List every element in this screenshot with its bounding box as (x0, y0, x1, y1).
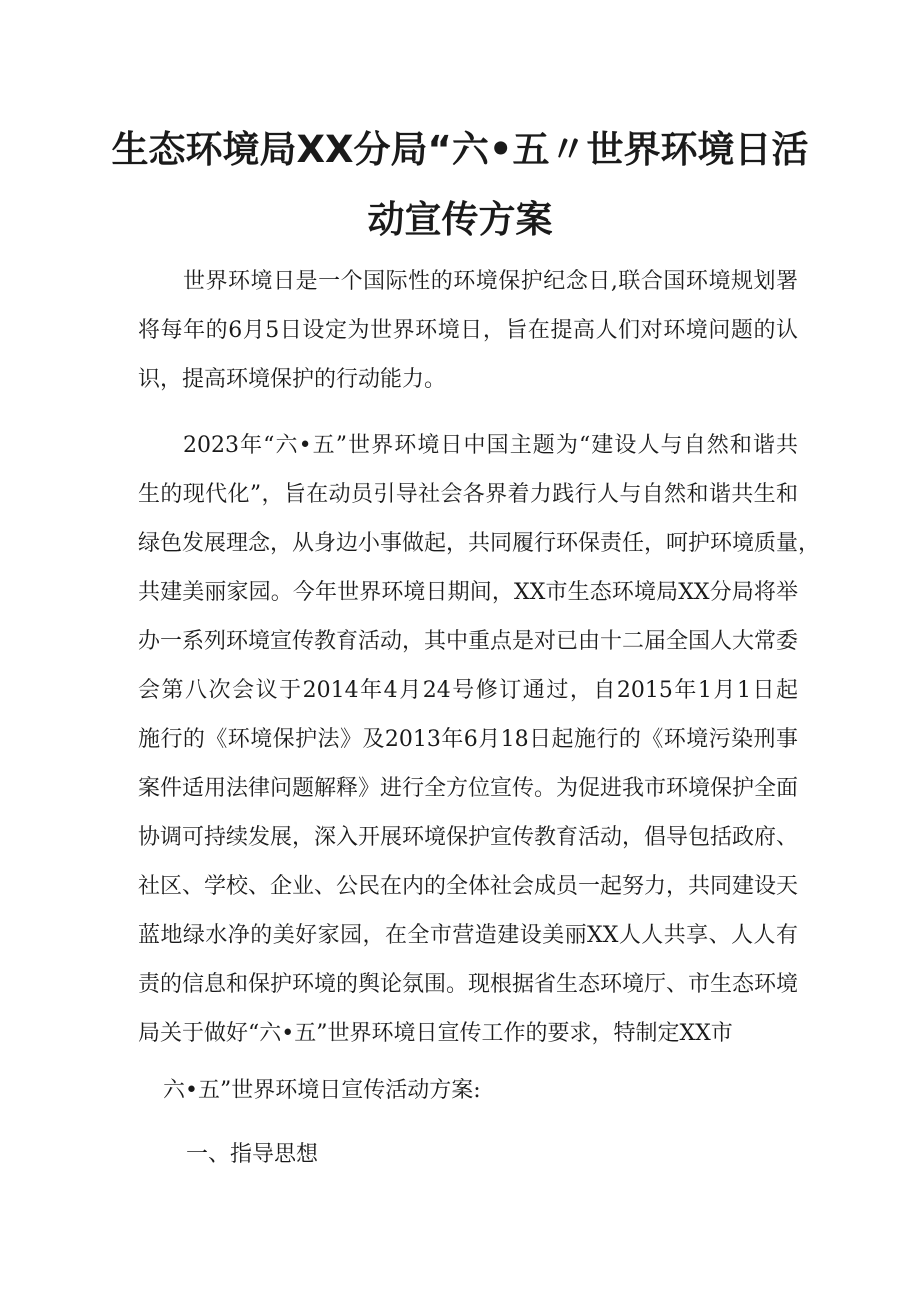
paragraph-2-line: 案件适用法律问题解释》进行全方位宣传。为促进我市环境保护全面 (138, 776, 799, 801)
paragraph-2-line: 会第八次会议于2014年4月24号修订通过，自2015年1月1日起 (138, 678, 798, 703)
paragraph-2-line: 局关于做好“六•五”世界环境日宣传工作的要求，特制定XX市 (138, 1021, 733, 1046)
paragraph-1-line: 识，提高环境保护的行动能力。 (138, 367, 447, 392)
paragraph-2-line: 施行的《环境保护法》及2013年6月18日起施行的《环境污染刑事 (138, 727, 798, 752)
paragraph-2-line: 社区、学校、企业、公民在内的全体社会成员一起努力，共同建设天 (138, 874, 799, 899)
paragraph-3-line: 六•五”世界环境日宣传活动方案: (163, 1078, 481, 1103)
paragraph-2-line: 协调可持续发展，深入开展环境保护宣传教育活动，倡导包括政府、 (138, 825, 799, 850)
document-title-line-2: 动宣传方案 (367, 198, 553, 241)
paragraph-2-line: 2023年“六•五”世界环境日中国主题为“建设人与自然和谐共 (183, 433, 798, 458)
paragraph-2-line: 办一系列环境宣传教育活动，其中重点是对已由十二届全国人大常委 (138, 629, 799, 654)
paragraph-2-line: 共建美丽家园。今年世界环境日期间，XX市生态环境局XX分局将举 (138, 580, 798, 605)
paragraph-1-line: 世界环境日是一个国际性的环境保护纪念日,联合国环境规划署 (183, 269, 798, 294)
paragraph-2-line: 绿色发展理念，从身边小事做起，共同履行环保责任，呵护环境质量， (138, 531, 821, 556)
paragraph-2-line: 生的现代化”，旨在动员引导社会各界着力践行人与自然和谐共生和 (138, 482, 798, 507)
paragraph-2-line: 责的信息和保护环境的舆论氛围。现根据省生态环境厅、市生态环境 (138, 972, 799, 997)
section-1-heading: 一、指导思想 (186, 1142, 319, 1167)
document-title-line-1: 生态环境局XX分局“六•五〃世界环境日活 (111, 128, 809, 171)
paragraph-2-line: 蓝地绿水净的美好家园，在全市营造建设美丽XX人人共享、人人有 (138, 923, 798, 948)
paragraph-1-line: 将每年的6月5日设定为世界环境日，旨在提高人们对环境问题的认 (138, 318, 798, 343)
